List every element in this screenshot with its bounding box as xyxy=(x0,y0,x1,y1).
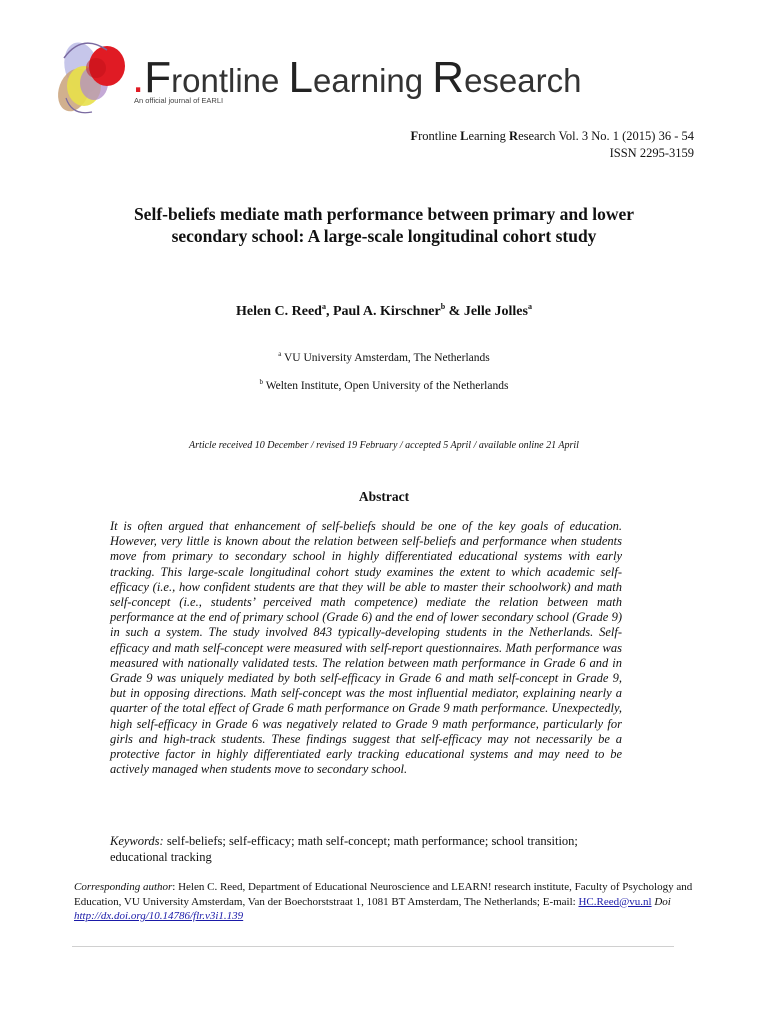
article-dates: Article received 10 December / revised 19 February / accepted 5 April / available online 21 April xyxy=(189,440,579,451)
affiliation-a xyxy=(0,350,768,364)
affiliation-text: VU University Amsterdam, The Netherlands xyxy=(281,352,490,364)
keywords-label: Keywords: xyxy=(110,834,164,848)
logo-cap-r: R xyxy=(432,53,465,102)
paper-title-line-2: secondary school: A large-scale longitudinal cohort study xyxy=(171,226,597,246)
author-name: Paul A. Kirschner xyxy=(332,304,441,319)
journal-word-2: earning xyxy=(468,129,510,143)
affiliation-mark: a xyxy=(278,350,282,358)
corresponding-author xyxy=(74,880,694,924)
author-list xyxy=(0,302,768,320)
journal-initial-l: L xyxy=(460,129,469,143)
journal-word-3: esearch xyxy=(518,129,556,143)
email-link[interactable]: HC.Reed@vu.nl xyxy=(578,895,652,908)
abstract-heading: Abstract xyxy=(358,489,410,504)
paper-title-line-1: Self-beliefs mediate math performance between primary and lower xyxy=(133,204,635,224)
keywords-text: self-beliefs; self-efficacy; math self-concept; math performance; school transition; educational tracking xyxy=(110,834,578,864)
journal-initial-f: F xyxy=(410,129,419,143)
logo-cap-l: L xyxy=(288,53,314,102)
abstract-body: It is often argued that enhancement of self-beliefs should be one of the key goals of education. However, very little is known about the relation between self-beliefs and performance when students move from primary to secondary school in highly differentiated educational systems with early tracking. This large-scale longitudinal cohort study examines the extent to which academic self-efficacy (i.e., how confident students are that they will be able to master their schoolwork) and math self-concept (i.e., students’ perceived math competence) mediate the relation between math performance at the end of primary school (Grade 6) and the end of lower secondary school (Grade 9) in such a system. The study involved 843 typically-developing students in the Netherlands. Self-efficacy and math self-concept were measured with self-report questionnaires. Math performance was measured with nationally validated tests. The relation between math performance in Grade 6 and in Grade 9 was uniquely mediated by both self-efficacy in Grade 6 and math self-concept in Grade 9, but in opposing directions. Math self-concept was the most influential mediator, explaining nearly a quarter of the total effect of Grade 6 math performance on Grade 9 math performance. Unexpectedly, high self-efficacy in Grade 6 was negatively related to Grade 9 math performance, particularly for girls and high-track students. These findings suggest that self-efficacy may not necessarily be a protective factor in highly differentiated early tracking educational systems and may need to be actively managed when students move to secondary school. xyxy=(110,519,622,777)
author-affiliation-mark: a xyxy=(527,302,532,311)
doi-link[interactable]: http://dx.doi.org/10.14786/flr.v3i1.139 xyxy=(74,910,244,922)
logo-word-research: esearch xyxy=(464,62,582,99)
author-affiliation-mark: a xyxy=(321,302,326,311)
corresponding-text: : Helen C. Reed, Department of Educational Neuroscience and LEARN! research institute, Faculty of Psychology and Education, VU University Amsterdam, Van der Boechorststraat 1, 1081 BT Amsterdam, The Netherlands; E-mail: xyxy=(74,881,693,908)
author-name: Helen C. Reed xyxy=(236,304,322,319)
affiliation-b xyxy=(0,378,768,392)
keywords xyxy=(110,833,622,865)
journal-volume-line xyxy=(410,128,694,145)
author-separator: , xyxy=(325,304,333,319)
author-affiliation-mark: b xyxy=(440,302,446,311)
logo-subtitle: An official journal of EARLI xyxy=(134,96,224,105)
logo-cap-f: F xyxy=(144,53,172,102)
logo-word-learning: earning xyxy=(313,62,433,99)
logo-emblem-icon xyxy=(52,28,145,120)
logo-title xyxy=(132,53,582,102)
logo-word-frontline: rontline xyxy=(171,62,289,99)
author-name: Jelle Jolles xyxy=(463,304,528,319)
doi-label: Doi xyxy=(651,895,671,908)
journal-issn: ISSN 2295-3159 xyxy=(609,146,694,160)
author-separator: & xyxy=(445,304,464,319)
journal-word-1: rontline xyxy=(418,129,461,143)
affiliation-mark: b xyxy=(259,378,264,386)
logo-dot: . xyxy=(132,53,145,102)
journal-volume: Vol. 3 No. 1 (2015) 36 - 54 xyxy=(555,129,694,143)
corresponding-label: Corresponding author xyxy=(74,881,173,893)
footer-divider xyxy=(72,946,674,947)
paper-title xyxy=(60,203,708,247)
journal-logo xyxy=(52,28,602,120)
journal-initial-r: R xyxy=(509,129,519,143)
affiliation-text: Welten Institute, Open University of the Netherlands xyxy=(263,380,509,392)
journal-citation xyxy=(410,128,694,162)
